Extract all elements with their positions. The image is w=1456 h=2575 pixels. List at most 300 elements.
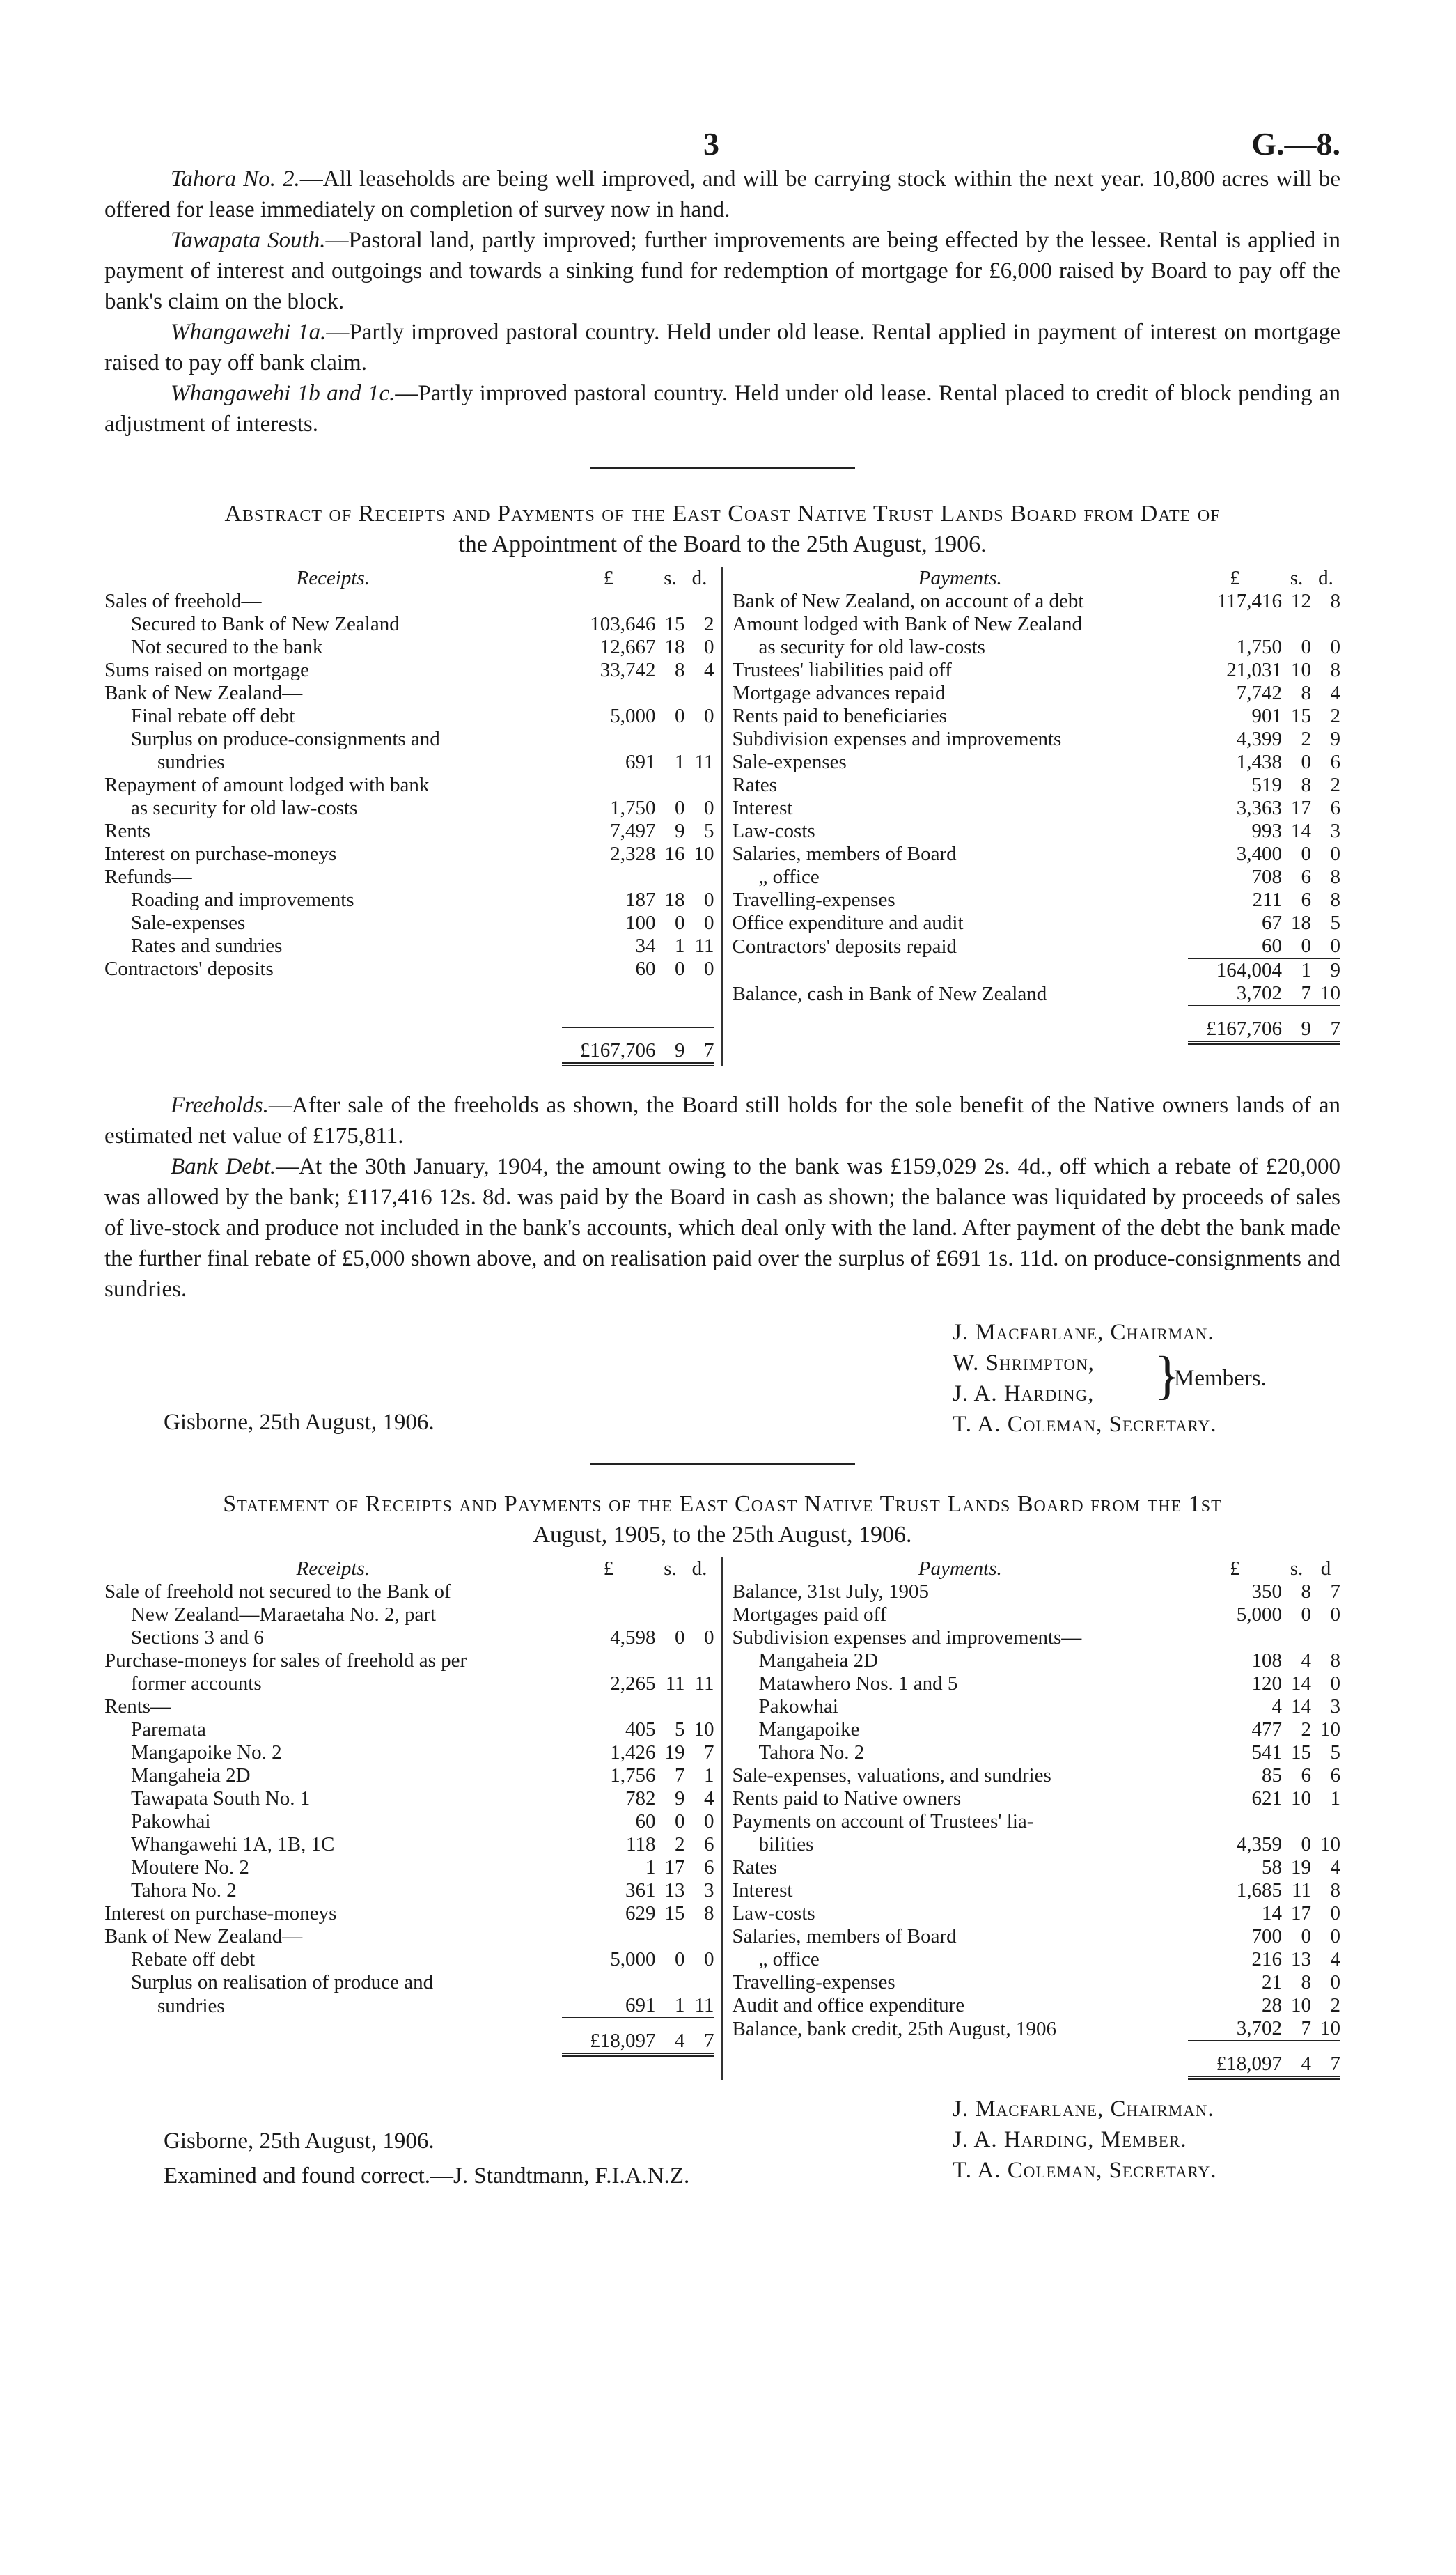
paragraph-text: —After sale of the freeholds as shown, the Board still holds for the sole benefit of the Native owners lands of an estimated net value of £175,811. — [104, 1093, 1340, 1149]
ledger-amount-pounds: 5,000 — [1236, 1603, 1282, 1626]
ledger-amount-pence: 0 — [704, 705, 714, 727]
ledger-amount-pounds — [562, 866, 656, 889]
ledger-amount-pence: 10 — [1320, 2017, 1340, 2039]
receipts-total-pounds: £18,097 — [562, 2018, 656, 2055]
ledger-row — [733, 1856, 1341, 1879]
signature-secretary: T. A. Coleman, Secretary. — [953, 2158, 1217, 2183]
ledger-amount-pounds — [562, 1925, 656, 1948]
payments-total-label — [733, 2041, 1189, 2078]
ledger-amount-shillings — [656, 1971, 685, 1994]
ledger-item-label: sundries — [157, 751, 225, 773]
ledger-amount-shillings: 0 — [675, 1626, 685, 1649]
ledger-item-label: Mangapoike No. 2 — [131, 1741, 282, 1764]
payments-total-shillings: 4 — [1282, 2041, 1311, 2078]
blank-cell — [685, 1004, 714, 1027]
ledger-amount-pounds: 901 — [1251, 705, 1282, 727]
ledger-row — [733, 1603, 1341, 1626]
ledger-amount-shillings — [656, 774, 685, 797]
ledger-amount-shillings: 12 — [1291, 590, 1311, 612]
ledger-amount-pence: 8 — [704, 1902, 714, 1924]
receipts-total-label — [104, 1027, 562, 1064]
ledger-amount-shillings: 2 — [675, 1833, 685, 1856]
ledger-row — [104, 797, 714, 820]
abstract-receipts — [104, 567, 723, 1066]
ledger-amount-shillings — [656, 590, 685, 613]
column-header-row — [104, 567, 714, 590]
ledger-amount-pounds: 58 — [1262, 1856, 1282, 1878]
paragraph-bank-debt — [104, 1151, 1340, 1305]
ledger-amount-shillings: 17 — [1291, 797, 1311, 819]
blank-cell — [656, 981, 685, 1004]
ledger-amount-shillings: 1 — [675, 1994, 685, 2016]
statement-title — [104, 1489, 1340, 1550]
ledger-row — [733, 751, 1341, 774]
ledger-item-label: Surplus on produce-consignments and — [131, 728, 440, 750]
ledger-item-label: Bank of New Zealand— — [104, 682, 303, 704]
ledger-amount-pounds: 350 — [1251, 1580, 1282, 1603]
ledger-amount-shillings: 8 — [675, 659, 685, 681]
ledger-row — [733, 1879, 1341, 1902]
ledger-row — [733, 1626, 1341, 1649]
ledger-item-label: Subdivision expenses and improvements — [732, 728, 1062, 750]
ledger-item-label: Paremata — [131, 1718, 206, 1741]
receipts-total-pence: 7 — [685, 2018, 714, 2055]
ledger-amount-pence — [685, 774, 714, 797]
ledger-amount-shillings: 0 — [1301, 935, 1311, 957]
ledger-row — [104, 751, 714, 774]
ledger-item-label: Rates — [732, 1856, 777, 1878]
ledger-amount-pence: 0 — [704, 889, 714, 911]
page-number: 3 — [703, 126, 719, 162]
ledger-amount-pounds: 993 — [1251, 820, 1282, 842]
ledger-row — [733, 1649, 1341, 1672]
ledger-amount-pence: 8 — [1330, 659, 1340, 681]
ledger-amount-shillings: 0 — [675, 797, 685, 819]
ledger-amount-pence: 11 — [694, 1994, 714, 2016]
ledger-amount-pence: 8 — [1330, 590, 1340, 612]
ledger-item-label: Sums raised on mortgage — [104, 659, 309, 681]
ledger-row — [104, 958, 714, 981]
ledger-amount-pence — [685, 1971, 714, 1994]
ledger-item-label: Rents paid to beneficiaries — [732, 705, 947, 727]
ledger-amount-pounds: 187 — [625, 889, 656, 911]
ledger-amount-pounds: 1,750 — [1236, 636, 1282, 658]
ledger-amount-pounds: 4,359 — [1236, 1833, 1282, 1856]
ledger-amount-shillings: 10 — [1291, 659, 1311, 681]
ledger-row — [104, 1994, 714, 2018]
ledger-amount-pounds — [562, 774, 656, 797]
ledger-row — [104, 636, 714, 659]
ledger-row — [104, 1718, 714, 1741]
ledger-amount-pounds — [562, 1695, 656, 1718]
ledger-amount-pounds: 629 — [625, 1902, 656, 1924]
ledger-amount-shillings — [656, 1580, 685, 1603]
ledger-amount-pounds: 120 — [1251, 1672, 1282, 1695]
signature-names — [953, 2094, 1217, 2186]
ledger-item-label: Rents— — [104, 1695, 171, 1718]
ledger-row — [104, 820, 714, 843]
ledger-row — [733, 797, 1341, 820]
paragraph-tawapata — [104, 225, 1340, 317]
ledger-amount-pence — [685, 728, 714, 751]
ledger-amount-shillings: 10 — [1291, 1787, 1311, 1810]
signature-place: Gisborne, 25th August, 1906. — [164, 2129, 435, 2154]
ledger-row — [733, 866, 1341, 889]
column-header-row — [733, 567, 1341, 590]
ledger-amount-pence: 0 — [1330, 1925, 1340, 1947]
column-header-row — [104, 1557, 714, 1580]
ledger-amount-shillings: 0 — [1301, 843, 1311, 865]
ledger-item-label: Rents paid to Native owners — [732, 1787, 962, 1810]
ledger-amount-pence: 0 — [704, 1948, 714, 1970]
ledger-item-label: Travelling-expenses — [732, 1971, 895, 1993]
ledger-row — [104, 613, 714, 636]
ledger-amount-pence: 4 — [1330, 682, 1340, 704]
ledger-row — [104, 1603, 714, 1626]
ledger-amount-shillings: 9 — [675, 1787, 685, 1810]
ledger-row — [104, 1672, 714, 1695]
paragraph-text: —Partly improved pastoral country. Held under old lease. Rental applied in payment of interest on mortgage raised to pay off bank claim. — [104, 320, 1340, 375]
ledger-amount-pounds: 405 — [625, 1718, 656, 1741]
ledger-amount-shillings: 19 — [664, 1741, 685, 1764]
ledger-amount-shillings: 15 — [664, 1902, 685, 1924]
ledger-amount-shillings: 15 — [664, 613, 685, 635]
ledger-row — [104, 1741, 714, 1764]
ledger-row — [104, 590, 714, 613]
ledger-item-label: Mortgage advances repaid — [732, 682, 946, 704]
signature-chairman: J. Macfarlane, Chairman. — [953, 2096, 1214, 2122]
ledger-amount-shillings: 18 — [664, 889, 685, 911]
document-code: G.—8. — [1251, 126, 1340, 162]
ledger-amount-pence: 0 — [704, 797, 714, 819]
ledger-item-label: Pakowhai — [758, 1695, 838, 1718]
ledger-row — [104, 1787, 714, 1810]
ledger-item-label: Amount lodged with Bank of New Zealand — [732, 613, 1083, 635]
ledger-amount-pence: 10 — [694, 843, 714, 865]
ledger-amount-pence — [685, 1695, 714, 1718]
ledger-amount-pence: 4 — [704, 659, 714, 681]
statement-payments-table — [733, 1557, 1341, 2080]
ledger-amount-shillings: 15 — [1291, 1741, 1311, 1764]
ledger-amount-pence: 0 — [704, 636, 714, 658]
ledger-amount-shillings: 1 — [675, 751, 685, 773]
ledger-amount-pounds: 1,756 — [610, 1764, 656, 1787]
ledger-amount-pounds: 1,438 — [1236, 751, 1282, 773]
ledger-amount-pence: 2 — [704, 613, 714, 635]
ledger-amount-shillings: 0 — [1301, 1603, 1311, 1626]
ledger-amount-pence: 2 — [1330, 1994, 1340, 2016]
ledger-amount-pence: 8 — [1330, 889, 1340, 911]
ledger-amount-pence: 4 — [1330, 1948, 1340, 1970]
ledger-amount-pounds: 3,400 — [1236, 843, 1282, 865]
payments-total-shillings: 9 — [1282, 1006, 1311, 1043]
page-header — [104, 115, 1340, 164]
blank-cell — [562, 981, 656, 1004]
payments-total-label — [733, 1006, 1189, 1043]
ledger-row — [733, 774, 1341, 797]
ledger-item-label: Sections 3 and 6 — [131, 1626, 264, 1649]
ledger-item-label: Sale-expenses — [732, 751, 847, 773]
ledger-item-label: Purchase-moneys for sales of freehold as per — [104, 1649, 467, 1672]
ledger-row — [104, 774, 714, 797]
ledger-item-label: Secured to Bank of New Zealand — [131, 613, 400, 635]
ledger-amount-shillings — [656, 1925, 685, 1948]
ledger-row — [733, 636, 1341, 659]
ledger-item-label: Mortgages paid off — [732, 1603, 887, 1626]
ledger-item-label: Salaries, members of Board — [732, 843, 957, 865]
ledger-amount-pounds: 1,685 — [1236, 1879, 1282, 1901]
ledger-amount-shillings: 2 — [1301, 1718, 1311, 1741]
ledger-row — [733, 1994, 1341, 2017]
ledger-amount-pence — [685, 590, 714, 613]
ledger-row — [733, 705, 1341, 728]
receipts-total-shillings: 9 — [656, 1027, 685, 1064]
ledger-amount-pounds: 5,000 — [610, 705, 656, 727]
balance-row-pounds: 3,702 — [1236, 982, 1282, 1004]
ledger-item-label: Refunds— — [104, 866, 192, 888]
ledger-amount-shillings: 1 — [675, 935, 685, 957]
ledger-amount-pounds: 28 — [1262, 1994, 1282, 2016]
members-label: Members. — [1174, 1366, 1267, 1391]
ledger-amount-pence — [685, 1603, 714, 1626]
ledger-amount-shillings: 0 — [1301, 1833, 1311, 1856]
ledger-item-label: Law-costs — [732, 1902, 815, 1924]
ledger-row — [104, 1902, 714, 1925]
ledger-row — [104, 1925, 714, 1948]
ledger-amount-shillings: 0 — [675, 958, 685, 980]
ledger-row — [733, 935, 1341, 958]
ledger-amount-pence — [685, 866, 714, 889]
ledger-amount-pounds: 103,646 — [590, 613, 656, 635]
section-divider — [590, 1463, 855, 1465]
ledger-amount-pence: 6 — [704, 1833, 714, 1856]
ledger-item-label: former accounts — [131, 1672, 262, 1695]
ledger-amount-pence: 0 — [1330, 843, 1340, 865]
signature-member-1: W. Shrimpton, — [953, 1351, 1095, 1376]
receipts-total-pounds: £167,706 — [562, 1027, 656, 1064]
ledger-row — [733, 1741, 1341, 1764]
section-divider — [590, 467, 855, 469]
ledger-amount-pence: 10 — [1320, 1718, 1340, 1741]
ledger-amount-shillings: 7 — [675, 1764, 685, 1787]
payments-subtotal — [733, 958, 1341, 982]
ledger-amount-pence: 10 — [694, 1718, 714, 1741]
ledger-item-label: Law-costs — [732, 820, 815, 842]
ledger-amount-shillings: 4 — [1301, 1649, 1311, 1672]
paragraph-title: Tahora No. 2. — [171, 166, 300, 192]
ledger-amount-shillings: 13 — [664, 1879, 685, 1901]
blank-cell — [104, 1004, 562, 1027]
ledger-item-label: Interest — [732, 797, 793, 819]
column-header-label: Receipts. — [296, 1557, 370, 1580]
ledger-row — [733, 820, 1341, 843]
ledger-row — [104, 889, 714, 912]
ledger-amount-shillings: 18 — [1291, 912, 1311, 934]
ledger-item-label: Rates — [732, 774, 777, 796]
ledger-amount-shillings: 0 — [675, 912, 685, 934]
ledger-row — [733, 1764, 1341, 1787]
ledger-row — [733, 1718, 1341, 1741]
ledger-row — [104, 1971, 714, 1994]
ledger-amount-pence — [1311, 1810, 1340, 1833]
signature-member: J. A. Harding, Member. — [953, 2127, 1187, 2152]
ledger-amount-pence: 8 — [1330, 1879, 1340, 1901]
ledger-item-label: Bank of New Zealand— — [104, 1925, 303, 1947]
column-header-pence: d. — [1318, 567, 1333, 589]
ledger-amount-pence: 9 — [1330, 728, 1340, 750]
ledger-row — [104, 843, 714, 866]
ledger-amount-shillings: 11 — [1292, 1879, 1311, 1901]
ledger-amount-pounds: 60 — [635, 958, 656, 980]
column-header-shillings: s. — [1290, 1557, 1304, 1580]
ledger-amount-pence: 6 — [1330, 751, 1340, 773]
ledger-amount-pence: 6 — [1330, 797, 1340, 819]
column-header-label: Payments. — [918, 567, 1002, 589]
ledger-item-label: New Zealand—Maraetaha No. 2, part — [131, 1603, 437, 1626]
ledger-item-label: Sale-expenses — [131, 912, 246, 934]
ledger-amount-pounds: 7,742 — [1236, 682, 1282, 704]
ledger-row — [733, 728, 1341, 751]
signature-secretary: T. A. Coleman, Secretary. — [953, 1412, 1217, 1437]
payments-total-pounds: £18,097 — [1188, 2041, 1282, 2078]
ledger-row — [733, 843, 1341, 866]
ledger-amount-pounds: 2,328 — [610, 843, 656, 865]
ledger-row — [104, 1810, 714, 1833]
ledger-item-label: Repayment of amount lodged with bank — [104, 774, 430, 796]
paragraph-title: Bank Debt. — [171, 1154, 276, 1179]
statement-account — [104, 1557, 1340, 2080]
ledger-amount-shillings — [1282, 613, 1311, 636]
ledger-amount-pence: 11 — [694, 935, 714, 957]
ledger-amount-pounds: 108 — [1251, 1649, 1282, 1672]
payments-subtotal-pounds: 164,004 — [1188, 958, 1282, 982]
ledger-amount-pounds: 211 — [1252, 889, 1282, 911]
intro-paragraphs — [104, 164, 1340, 439]
ledger-item-label: Interest — [732, 1879, 793, 1901]
ledger-row — [104, 1833, 714, 1856]
ledger-amount-pounds: 60 — [1262, 935, 1282, 957]
ledger-amount-shillings: 14 — [1291, 1672, 1311, 1695]
balance-row-shillings: 7 — [1301, 982, 1311, 1004]
abstract-payments — [723, 567, 1341, 1066]
statement-title-line1: Statement of Receipts and Payments of the East Coast Native Trust Lands Board from the 1st — [223, 1491, 1222, 1517]
ledger-amount-pence: 0 — [1330, 636, 1340, 658]
ledger-row — [104, 1879, 714, 1902]
ledger-row — [733, 2017, 1341, 2041]
balance-row — [733, 982, 1341, 1006]
ledger-amount-shillings: 17 — [1291, 1902, 1311, 1924]
column-header-label: Receipts. — [296, 567, 370, 589]
abstract-title-line1: Abstract of Receipts and Payments of the East Coast Native Trust Lands Board from Date of — [224, 501, 1221, 527]
ledger-item-label: Mangapoike — [758, 1718, 860, 1741]
ledger-amount-pounds: 14 — [1262, 1902, 1282, 1924]
ledger-amount-pounds — [562, 728, 656, 751]
document-page — [104, 115, 1340, 2222]
ledger-item-label: Matawhero Nos. 1 and 5 — [758, 1672, 958, 1695]
ledger-amount-pence — [685, 1649, 714, 1672]
ledger-amount-pence: 8 — [1330, 866, 1340, 888]
ledger-amount-shillings — [656, 1603, 685, 1626]
ledger-amount-pence: 3 — [1330, 1695, 1340, 1718]
ledger-row — [104, 1948, 714, 1971]
signatures-statement — [104, 2090, 1340, 2222]
ledger-amount-pounds: 118 — [626, 1833, 656, 1856]
ledger-amount-pounds: 60 — [635, 1810, 656, 1833]
ledger-row — [104, 1626, 714, 1649]
ledger-amount-pence: 7 — [1330, 1580, 1340, 1603]
ledger-amount-shillings — [656, 866, 685, 889]
column-header-shillings: s. — [664, 1557, 677, 1580]
signature-chairman: J. Macfarlane, Chairman. — [953, 1320, 1214, 1345]
ledger-amount-pence — [1311, 1626, 1340, 1649]
ledger-item-label: „ office — [758, 866, 820, 888]
ledger-amount-pence: 1 — [1330, 1787, 1340, 1810]
examined-note: Examined and found correct.—J. Standtmann, F.I.A.N.Z. — [164, 2163, 690, 2188]
ledger-amount-pence: 5 — [1330, 1741, 1340, 1764]
ledger-row — [733, 1810, 1341, 1833]
ledger-amount-pounds: 117,416 — [1216, 590, 1282, 612]
ledger-amount-pounds: 361 — [625, 1879, 656, 1901]
ledger-amount-pounds — [562, 590, 656, 613]
ledger-row — [733, 682, 1341, 705]
ledger-item-label: Tahora No. 2 — [131, 1879, 237, 1901]
ledger-amount-shillings: 10 — [1291, 1994, 1311, 2016]
ledger-amount-pence: 5 — [704, 820, 714, 842]
ledger-amount-shillings: 8 — [1301, 682, 1311, 704]
ledger-item-label: Balance, bank credit, 25th August, 1906 — [732, 2018, 1057, 2040]
payments-total-pence: 7 — [1311, 2041, 1340, 2078]
ledger-item-label: Surplus on realisation of produce and — [131, 1971, 434, 1993]
ledger-amount-shillings: 6 — [1301, 866, 1311, 888]
ledger-item-label: Contractors' deposits repaid — [732, 935, 957, 958]
paragraph-text: —At the 30th January, 1904, the amount owing to the bank was £159,029 2s. 4d., off which a rebate of £20,000 was allowed by the bank; £117,416 12s. 8d. was paid by the Board in cash as shown; the balance was liquidated by proceeds of sales of live-stock and produce not included in the bank's accounts, which deal only with the land. After payment of the debt the bank made the further final rebate of £5,000 shown above, and on realisation paid over the surplus of £691 1s. 11d. on produce-consignments and sundries. — [104, 1154, 1341, 1302]
ledger-amount-pounds: 541 — [1251, 1741, 1282, 1764]
ledger-amount-pounds: 621 — [1251, 1787, 1282, 1810]
ledger-amount-pence: 2 — [1330, 774, 1340, 796]
column-header-pence: d. — [691, 567, 707, 589]
ledger-item-label: Sales of freehold— — [104, 590, 262, 612]
column-header-pounds: £ — [603, 1557, 614, 1580]
ledger-amount-shillings: 5 — [675, 1718, 685, 1741]
signatures-abstract — [104, 1313, 1340, 1445]
ledger-amount-pence: 0 — [1330, 1902, 1340, 1924]
ledger-row — [104, 1649, 714, 1672]
ledger-amount-pounds: 700 — [1251, 1925, 1282, 1947]
ledger-amount-pounds: 5,000 — [610, 1948, 656, 1970]
ledger-amount-pence: 6 — [704, 1856, 714, 1878]
ledger-item-label: Rents — [104, 820, 151, 842]
statement-payments — [723, 1557, 1341, 2080]
ledger-amount-pence: 0 — [704, 958, 714, 980]
ledger-amount-shillings: 8 — [1301, 774, 1311, 796]
ledger-amount-pounds: 1,750 — [610, 797, 656, 819]
ledger-amount-pounds — [562, 682, 656, 705]
ledger-amount-pounds: 691 — [625, 751, 656, 773]
ledger-amount-shillings: 0 — [675, 1948, 685, 1970]
ledger-amount-pence: 0 — [1330, 1603, 1340, 1626]
ledger-amount-shillings: 0 — [675, 705, 685, 727]
ledger-item-label: Moutere No. 2 — [131, 1856, 249, 1878]
ledger-amount-pence — [685, 682, 714, 705]
paragraph-whangawehi-1a — [104, 317, 1340, 378]
signature-place: Gisborne, 25th August, 1906. — [164, 1410, 435, 1435]
paragraph-title: Whangawehi 1a. — [171, 320, 327, 345]
ledger-item-label: bilities — [758, 1833, 814, 1856]
paragraph-text: —All leaseholds are being well improved, and will be carrying stock within the next year. 10,800 acres will be offered for lease immediately on completion of survey now in hand. — [104, 166, 1340, 222]
signature-names — [953, 1317, 1267, 1440]
ledger-amount-pence — [685, 1580, 714, 1603]
ledger-item-label: Not secured to the bank — [131, 636, 323, 658]
